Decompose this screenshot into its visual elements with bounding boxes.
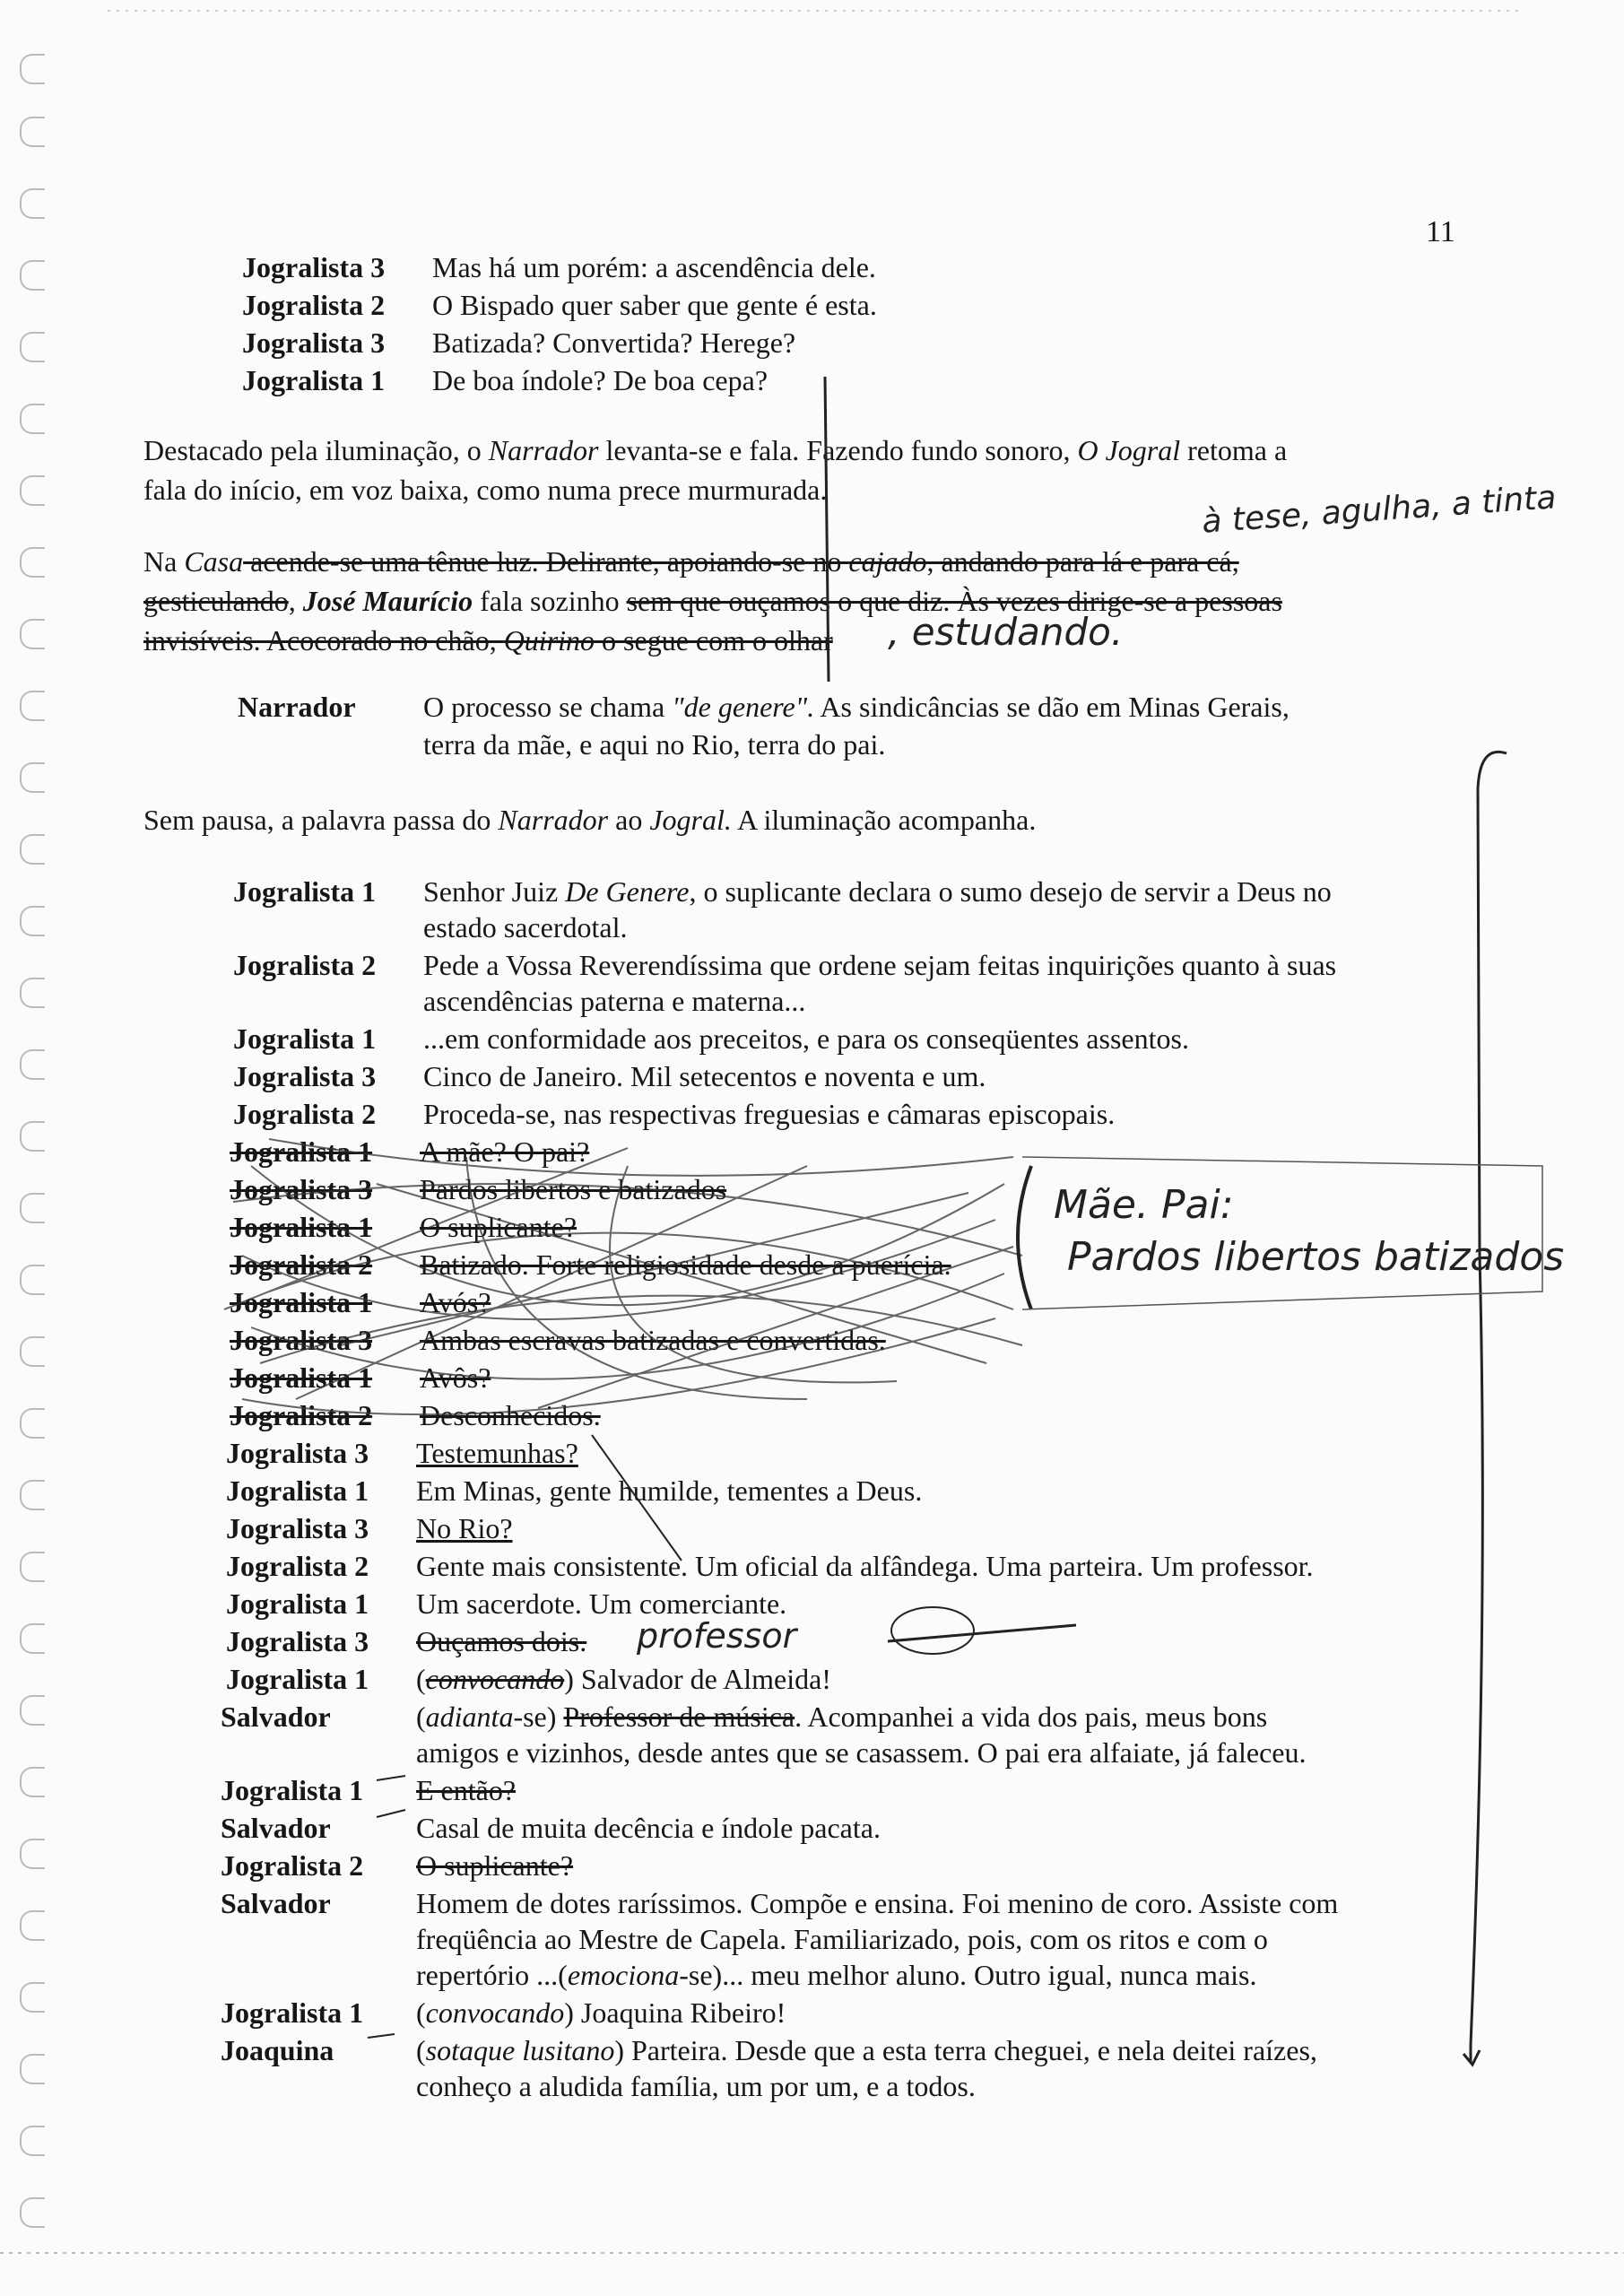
dialogue-row — [0, 1021, 1624, 1060]
text: Senhor Juiz — [423, 875, 566, 908]
struck-text: E então? — [416, 1774, 517, 1806]
text: fala do início, em voz baixa, como numa prece murmurada. — [143, 474, 828, 506]
speaker-name: Jogralista 1 — [226, 1587, 369, 1620]
dialogue-row — [0, 1885, 1624, 1925]
character-name: José Maurício — [302, 585, 473, 617]
struck-text: Batizado. Forte religiosidade desde a puerícia. — [420, 1248, 951, 1281]
dialogue-line: Homem de dotes raríssimos. Compõe e ensina. Foi menino de coro. Assiste com — [416, 1887, 1339, 1919]
struck-text: Quirino — [503, 624, 595, 657]
text: ( — [416, 1996, 426, 2029]
struck-text: Professor de música — [563, 1700, 795, 1733]
text: , — [288, 585, 303, 617]
text: O processo se chama — [423, 691, 673, 723]
dialogue-line: O Bispado quer saber que gente é esta. — [432, 289, 877, 321]
text: Jogral. — [649, 804, 732, 836]
struck-text: cajado — [848, 545, 927, 578]
dialogue-line: De boa índole? De boa cepa? — [432, 364, 769, 396]
speaker-name: Jogralista 1 — [221, 1774, 364, 1806]
text: -se)... meu melhor aluno. Outro igual, nunca mais. — [679, 1959, 1257, 1991]
dialogue-line: Cinco de Janeiro. Mil setecentos e noventa e um. — [423, 1060, 986, 1092]
struck-text: Desconhecidos. — [420, 1399, 601, 1431]
page-number: 11 — [1426, 215, 1455, 248]
struck-text: Ouçamos dois. — [416, 1625, 587, 1657]
text: ( — [416, 1700, 426, 1733]
text: O Jogral — [1077, 434, 1181, 466]
speaker-name: Jogralista 1 — [226, 1474, 369, 1507]
stage-direction-2 — [143, 542, 1489, 660]
dialogue-row — [0, 1772, 1624, 1812]
dialogue-line: Gente mais consistente. Um oficial da alfândega. Uma parteira. Um professor. — [416, 1550, 1314, 1582]
text: Narrador — [498, 804, 609, 836]
dialogue-row — [0, 874, 1624, 913]
text: ( — [416, 1663, 426, 1695]
struck-text: acende-se uma tênue luz. Delirante, apoiando-se no — [243, 545, 849, 578]
dialogue-row — [0, 1661, 1624, 1700]
speaker-name: Jogralista 3 — [242, 326, 386, 359]
dialogue-row — [0, 1586, 1624, 1625]
speaker-name: Jogralista 1 — [230, 1361, 373, 1394]
dialogue-line: ascendências paterna e materna... — [423, 985, 806, 1017]
dialogue-line: No Rio? — [416, 1512, 513, 1544]
text: -se) — [513, 1700, 564, 1733]
dialogue-row — [0, 1473, 1624, 1512]
struck-row — [0, 1171, 1624, 1211]
speaker-name: Jogralista 3 — [242, 251, 386, 283]
dialogue-row — [0, 362, 1624, 402]
struck-text: invisíveis. Acocorado no chão, — [143, 624, 504, 657]
dialogue-row — [0, 1548, 1624, 1587]
dialogue-row — [0, 1058, 1624, 1098]
text: "de genere". — [672, 691, 815, 723]
dialogue-row — [0, 947, 1624, 987]
text: ( — [416, 2034, 426, 2066]
speaker-name: Jogralista 1 — [230, 1286, 373, 1318]
handwritten-insertion: , estudando. — [888, 610, 1124, 654]
text: emociona — [567, 1959, 680, 1991]
speaker-name: Jogralista 2 — [233, 1098, 377, 1130]
speaker-name: Jogralista 2 — [242, 289, 386, 321]
struck-row — [0, 1360, 1624, 1399]
struck-text: sem que ouçamos o que diz. Às vezes dirige-se a pessoas — [626, 585, 1282, 617]
dialogue-row — [0, 1810, 1624, 1849]
dialogue-line: Batizada? Convertida? Herege? — [432, 326, 796, 359]
dialogue-line: Um sacerdote. Um comerciante. — [416, 1587, 787, 1620]
struck-row — [0, 1134, 1624, 1173]
dialogue-line: Mas há um porém: a ascendência dele. — [432, 251, 876, 283]
dialogue-line: Em Minas, gente humilde, tementes a Deus. — [416, 1474, 923, 1507]
text: fala sozinho — [473, 585, 627, 617]
dialogue-row — [0, 689, 1624, 728]
speaker-name: Salvador — [221, 1887, 331, 1919]
dialogue-row — [0, 249, 1624, 289]
text: As sindicâncias se dão em Minas Gerais, — [814, 691, 1290, 723]
struck-text: O suplicante? — [416, 1849, 574, 1882]
speaker-name: Jogralista 3 — [226, 1512, 369, 1544]
dialogue-line: estado sacerdotal. — [423, 911, 628, 944]
dialogue-row — [0, 909, 1624, 949]
struck-text: Avós? — [420, 1286, 491, 1318]
speaker-name: Jogralista 1 — [233, 1022, 377, 1055]
struck-text: Avôs? — [420, 1361, 491, 1394]
dialogue-row — [0, 1921, 1624, 1961]
speaker-name: Jogralista 1 — [226, 1663, 369, 1695]
speaker-name: Jogralista 1 — [242, 364, 386, 396]
text: ) Parteira. Desde que a esta terra cheguei, e nela deitei raízes, — [614, 2034, 1317, 2066]
dialogue-row — [0, 1096, 1624, 1135]
speaker-name: Salvador — [221, 1812, 331, 1844]
dialogue-row — [0, 1616, 1624, 1663]
dialogue-row — [0, 1995, 1624, 2034]
speaker-name: Jogralista 3 — [233, 1060, 377, 1092]
dialogue-line: Testemunhas? — [416, 1437, 578, 1469]
text: , o suplicante declara o sumo desejo de servir a Deus no — [689, 875, 1332, 908]
text: Casa — [184, 545, 244, 578]
struck-text: O suplicante? — [420, 1211, 578, 1243]
dialogue-row — [0, 325, 1624, 364]
speaker-name: Jogralista 1 — [221, 1996, 364, 2029]
struck-text: , andando para lá e para cá, — [926, 545, 1239, 578]
speaker-name: Jogralista 3 — [230, 1173, 373, 1205]
handwritten-note-struck: à tese, agulha, a tinta — [1201, 479, 1558, 541]
dialogue-row — [0, 1699, 1624, 1738]
text: . Acompanhei a vida dos pais, meus bons — [795, 1700, 1268, 1733]
text: retoma a — [1180, 434, 1288, 466]
handwritten-margin-note-line1: Mãe. Pai: — [1054, 1182, 1234, 1228]
text: A iluminação acompanha. — [731, 804, 1037, 836]
speaker-name: Jogralista 3 — [226, 1437, 369, 1469]
text: convocando — [425, 1996, 565, 2029]
text: De Genere — [565, 875, 690, 908]
speaker-name: Jogralista 1 — [233, 875, 377, 908]
dialogue-line: Casal de muita decência e índole pacata. — [416, 1812, 881, 1844]
speaker-name: Jogralista 3 — [226, 1625, 369, 1657]
handwritten-insertion: professor — [637, 1616, 797, 1656]
speaker-name: Jogralista 1 — [230, 1135, 373, 1168]
speaker-name: Jogralista 2 — [221, 1849, 364, 1882]
struck-text: convocando — [425, 1663, 565, 1695]
struck-text: o segue com o olhar — [595, 624, 833, 657]
speaker-name: Jogralista 2 — [230, 1399, 373, 1431]
dialogue-row — [0, 1510, 1624, 1550]
struck-text: A mãe? O pai? — [420, 1135, 590, 1168]
struck-row — [0, 1284, 1624, 1324]
dialogue-row — [0, 983, 1624, 1022]
dialogue-line: amigos e vizinhos, desde antes que se casassem. O pai era alfaiate, já faleceu. — [416, 1736, 1307, 1769]
dialogue-row — [0, 2032, 1624, 2072]
handwritten-margin-note-line2: Pardos libertos batizados — [1067, 1234, 1565, 1280]
dialogue-row — [0, 2068, 1624, 2108]
speaker-name: Jogralista 2 — [226, 1550, 369, 1582]
struck-text: Pardos libertos e batizados — [420, 1173, 727, 1205]
dialogue-line: ...em conformidade aos preceitos, e para os conseqüentes assentos. — [423, 1022, 1189, 1055]
text: ) Joaquina Ribeiro! — [564, 1996, 786, 2029]
speaker-name: Narrador — [238, 691, 356, 723]
text: Sem pausa, a palavra passa do — [143, 804, 499, 836]
dialogue-row — [0, 1735, 1624, 1774]
dialogue-row — [0, 726, 1624, 766]
text: ) Salvador de Almeida! — [564, 1663, 831, 1695]
struck-text: Ambas escravas batizadas e convertidas. — [420, 1324, 886, 1356]
dialogue-line: Pede a Vossa Reverendíssima que ordene sejam feitas inquirições quanto à suas — [423, 949, 1337, 981]
dialogue-line: freqüência ao Mestre de Capela. Familiarizado, pois, com os ritos e com o — [416, 1923, 1268, 1955]
speaker-name: Jogralista 3 — [230, 1324, 373, 1356]
struck-row — [0, 1397, 1624, 1437]
text: sotaque lusitano — [425, 2034, 615, 2066]
speaker-name: Jogralista 2 — [233, 949, 377, 981]
dialogue-line: Proceda-se, nas respectivas freguesias e câmaras episcopais. — [423, 1098, 1116, 1130]
text: ao — [608, 804, 650, 836]
text: Destacado pela iluminação, o — [143, 434, 489, 466]
text: Na — [143, 545, 185, 578]
dialogue-line: conheço a aludida família, um por um, e a todos. — [416, 2070, 976, 2102]
dialogue-row — [0, 287, 1624, 326]
stage-direction-3 — [143, 800, 1036, 839]
speaker-name: Jogralista 1 — [230, 1211, 373, 1243]
struck-row — [0, 1322, 1624, 1361]
dialogue-row — [0, 1848, 1624, 1887]
text: adianta — [425, 1700, 514, 1733]
text: Narrador — [488, 434, 599, 466]
text: levanta-se e fala. Fazendo fundo sonoro, — [598, 434, 1078, 466]
dialogue-row — [0, 1435, 1624, 1474]
dialogue-row — [0, 1957, 1624, 1996]
dialogue-line: terra da mãe, e aqui no Rio, terra do pai. — [423, 728, 886, 761]
speaker-name: Joaquina — [221, 2034, 334, 2066]
speaker-name: Jogralista 2 — [230, 1248, 373, 1281]
speaker-name: Salvador — [221, 1700, 331, 1733]
text: repertório ...( — [416, 1959, 568, 1991]
struck-text: gesticulando — [143, 585, 289, 617]
